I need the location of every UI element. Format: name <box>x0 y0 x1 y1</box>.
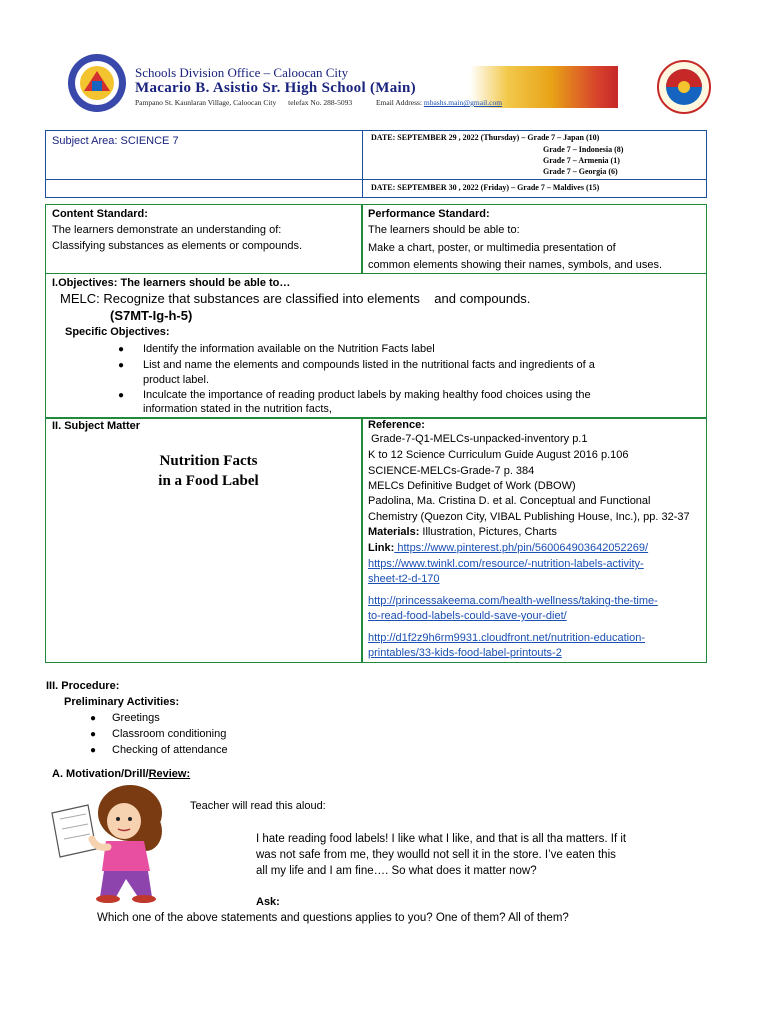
princessakeema-link-cont[interactable]: to-read-food-labels-could-save-your-diet/ <box>368 610 567 622</box>
reference-item: SCIENCE-MELCs-Grade-7 p. 384 <box>368 465 535 477</box>
pinterest-link[interactable]: https://www.pinterest.ph/pin/560064903642052269/ <box>394 542 649 554</box>
performance-standard-title: Performance Standard: <box>368 208 490 220</box>
subject-matter-title: II. Subject Matter <box>52 420 141 432</box>
princessakeema-link[interactable]: http://princessakeema.com/health-wellness/taking-the-time- <box>368 595 658 607</box>
reference-title: Reference: <box>368 419 425 431</box>
preliminary-title: Preliminary Activities: <box>64 696 180 708</box>
subject-area-cell <box>45 130 363 180</box>
twinkl-link-cont[interactable]: sheet-t2-d-170 <box>368 573 440 585</box>
objective-item: Identify the information available on the Nutrition Facts label <box>143 343 435 355</box>
objective-item-cont: information stated in the nutrition facts, <box>143 403 332 415</box>
link-line <box>368 541 648 557</box>
reference-item: MELCs Definitive Budget of Work (DBOW) <box>368 480 576 492</box>
school-address-line <box>135 98 502 107</box>
dates-cell <box>362 130 707 180</box>
quote-line: I hate reading food labels! I like what I like, and that is all tha matters. If it <box>256 833 627 845</box>
motivation-prefix: A. Motivation/Drill/ <box>52 768 149 780</box>
motivation-heading <box>52 767 190 783</box>
objective-item-cont: product label. <box>143 374 210 386</box>
cloudfront-link-cont[interactable]: printables/33-kids-food-label-printouts-2 <box>368 647 562 659</box>
bullet-icon: ● <box>118 360 125 371</box>
school-seal-logo <box>62 53 132 113</box>
melc-statement: MELC: Recognize that substances are classified into elements and compounds. <box>60 291 531 306</box>
prelim-item: Greetings <box>112 712 160 724</box>
topic-line-2: in a Food Label <box>158 473 259 489</box>
objective-item: Inculcate the importance of reading product labels by making healthy food choices using the <box>143 389 591 401</box>
bullet-icon: ● <box>118 390 125 401</box>
content-standard-cell <box>45 204 363 274</box>
reference-item: Padolina, Ma. Cristina D. et al. Conceptual and Functional <box>368 495 651 507</box>
topic-line-1: Nutrition Facts <box>159 453 258 469</box>
performance-standard-line: Make a chart, poster, or multimedia presentation of <box>368 242 616 254</box>
content-standard-line: Classifying substances as elements or compounds. <box>52 240 303 252</box>
division-seal-logo <box>655 60 713 114</box>
subject-area: Subject Area: SCIENCE 7 <box>52 135 179 147</box>
motivation-review: Review: <box>148 768 191 780</box>
subject-matter-cell <box>45 417 363 663</box>
email-link[interactable]: mbashs.main@gmail.com <box>423 98 503 107</box>
objectives-cell <box>45 273 707 419</box>
date-label: DATE <box>371 133 393 142</box>
ask-question: Which one of the above statements and questions applies to you? One of them? All of them? <box>97 912 569 924</box>
link-label: Link: <box>368 542 395 554</box>
reference-item: Chemistry (Quezon City, VIBAL Publishing House, Inc.), pp. 32-37 <box>368 511 690 523</box>
date-1-value: : SEPTEMBER 29 , 2022 (Thursday) – Grade 7 – Japan (10) <box>392 133 600 142</box>
date-2-cell <box>362 179 707 198</box>
content-standard-title: Content Standard: <box>52 208 148 220</box>
specific-objectives-title: Specific Objectives: <box>65 326 170 338</box>
grade-line: Grade 7 – Georgia (6) <box>543 167 618 176</box>
bullet-icon: ● <box>90 745 97 756</box>
reference-item: Grade-7-Q1-MELCs-unpacked-inventory p.1 <box>368 433 588 445</box>
bullet-icon: ● <box>90 729 97 740</box>
performance-standard-line: common elements showing their names, symbols, and uses. <box>368 259 663 271</box>
performance-standard-line: The learners should be able to: <box>368 224 520 236</box>
performance-standard-cell <box>361 204 707 274</box>
school-telefax: telefax No. 288-5093 <box>288 98 353 107</box>
bullet-icon: ● <box>90 713 97 724</box>
quote-line: was not safe from me, they woulld not sell it in the store. I’ve eaten this <box>256 849 616 861</box>
date-label: DATE <box>371 183 393 192</box>
cloudfront-link[interactable]: http://d1f2z9h6rm9931.cloudfront.net/nutrition-education- <box>368 632 646 644</box>
ask-label: Ask: <box>256 896 280 908</box>
procedure-title: III. Procedure: <box>46 680 120 692</box>
materials-value: Illustration, Pictures, Charts <box>419 526 557 538</box>
materials-line <box>368 525 557 541</box>
objectives-title: I.Objectives: The learners should be able to… <box>52 277 291 289</box>
school-address: Pampano St. Kaunlaran Village, Caloocan City <box>135 98 277 107</box>
prelim-item: Checking of attendance <box>112 744 228 756</box>
twinkl-link[interactable]: https://www.twinkl.com/resource/-nutrition-labels-activity- <box>368 558 644 570</box>
date-line-2 <box>371 183 599 192</box>
content-standard-line: The learners demonstrate an understanding of: <box>52 224 282 236</box>
date-2-value: : SEPTEMBER 30 , 2022 (Friday) – Grade 7 – Maldives (15) <box>392 183 600 192</box>
email-label: Email Address: <box>375 98 423 107</box>
materials-label: Materials: <box>368 526 420 538</box>
melc-code: (S7MT-Ig-h-5) <box>110 308 193 323</box>
objective-item: List and name the elements and compounds listed in the nutritional facts and ingredients of a <box>143 359 595 371</box>
teacher-instruction: Teacher will read this aloud: <box>190 800 326 812</box>
empty-cell <box>45 179 363 198</box>
reference-cell <box>361 417 707 663</box>
school-name: Macario B. Asistio Sr. High School (Main) <box>135 80 416 96</box>
date-line-1 <box>371 133 599 142</box>
quote-line: all my life and I am fine…. So what does it matter now? <box>256 865 537 877</box>
bullet-icon: ● <box>118 344 125 355</box>
grade-line: Grade 7 – Indonesia (8) <box>543 145 624 154</box>
prelim-item: Classroom conditioning <box>112 728 227 740</box>
division-office-name: Schools Division Office – Caloocan City <box>135 65 349 80</box>
girl-reading-illustration <box>48 783 183 905</box>
reference-item: K to 12 Science Curriculum Guide August 2016 p.106 <box>368 449 629 461</box>
grade-line: Grade 7 – Armenia (1) <box>543 156 620 165</box>
